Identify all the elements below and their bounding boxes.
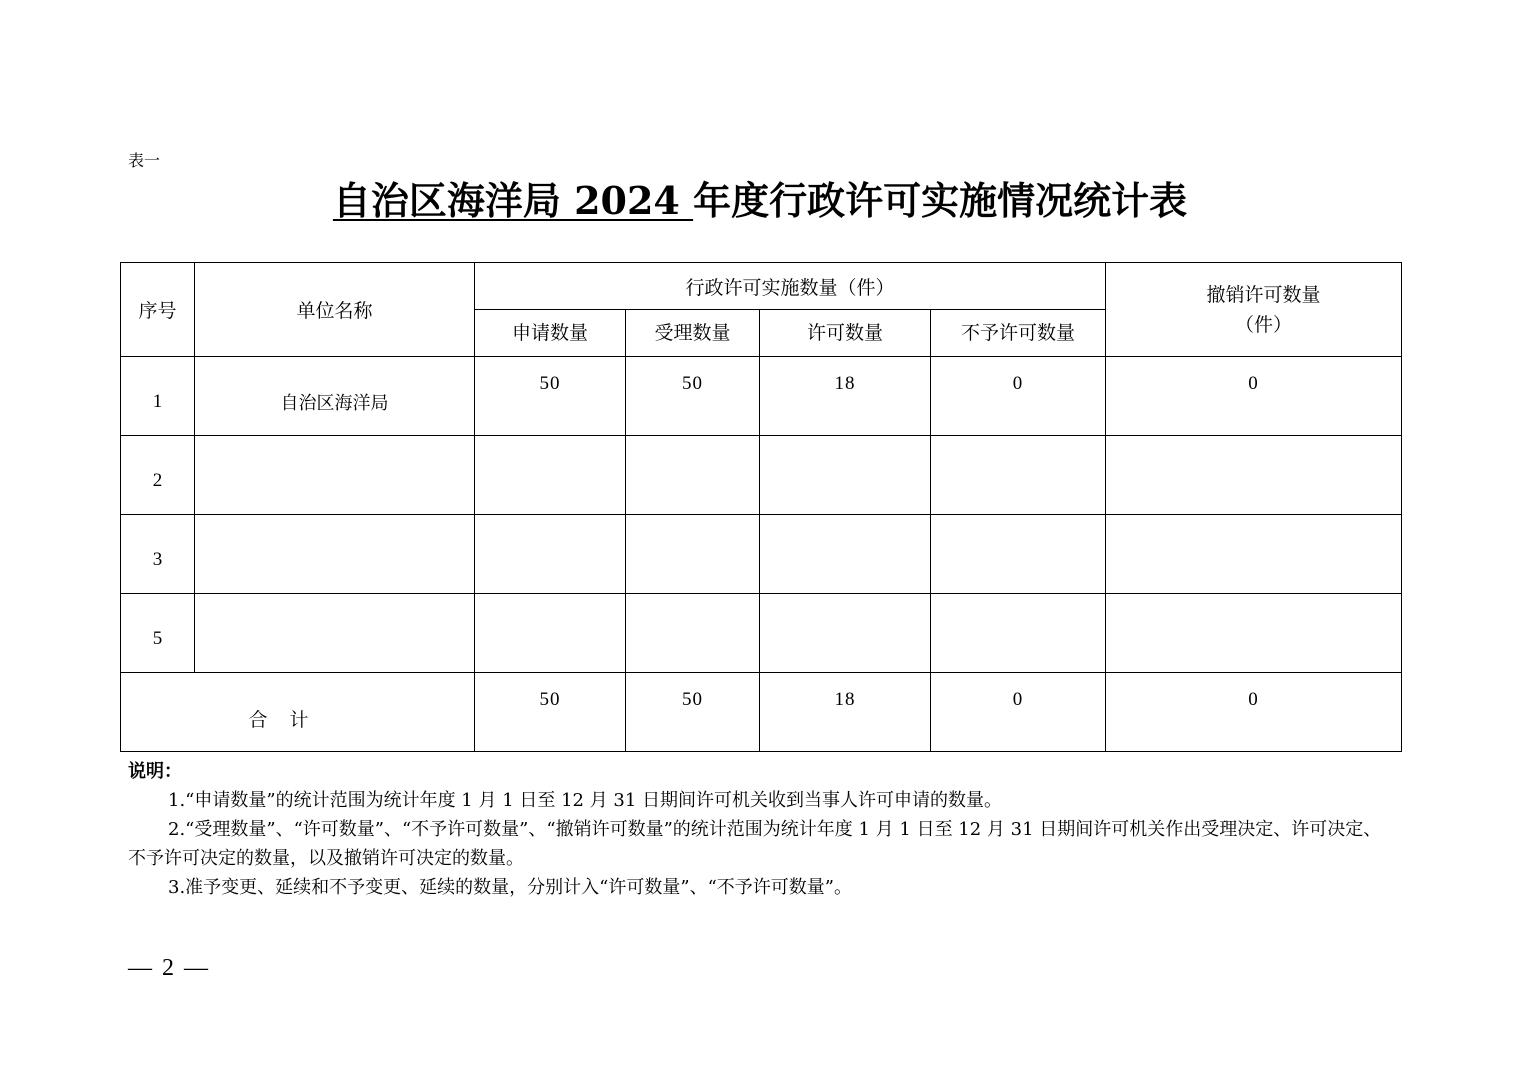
title-rest-part: 年度行政许可实施情况统计表	[693, 178, 1188, 223]
cell-apply: 50	[475, 357, 626, 436]
header-row-top	[121, 263, 1402, 310]
cell-index: 2	[121, 436, 195, 515]
cell-deny	[931, 594, 1106, 673]
cell-accept: 50	[626, 357, 760, 436]
document-title	[0, 170, 1520, 225]
total-label: 合 计	[121, 673, 475, 752]
total-row	[121, 673, 1402, 752]
statistics-table	[120, 262, 1402, 752]
header-accept: 受理数量	[626, 310, 760, 357]
header-apply: 申请数量	[475, 310, 626, 357]
table-row	[121, 357, 1402, 436]
header-revoke-line1: 撤销许可数量	[1206, 283, 1321, 306]
page-number: — 2 —	[128, 955, 210, 981]
cell-accept	[626, 515, 760, 594]
table-label: 表一	[128, 151, 161, 170]
cell-unit-name	[195, 436, 475, 515]
cell-index: 3	[121, 515, 195, 594]
total-accept: 50	[626, 673, 760, 752]
header-revoke-line2: （件）	[1235, 313, 1293, 336]
cell-accept	[626, 436, 760, 515]
cell-deny: 0	[931, 357, 1106, 436]
note-item: 2.“受理数量”、“许可数量”、“不予许可数量”、“撤销许可数量”的统计范围为统计年度 1 月 1 日至 12 月 31 日期间许可机关作出受理决定、许可决定、不予许可决定的数量，以及撤销许可决定的数量。	[128, 819, 1382, 869]
cell-revoke	[1106, 594, 1402, 673]
note-item: 3.准予变更、延续和不予变更、延续的数量，分别计入“许可数量”、“不予许可数量”。	[168, 877, 852, 898]
total-apply: 50	[475, 673, 626, 752]
table-row	[121, 515, 1402, 594]
cell-unit-name	[195, 594, 475, 673]
cell-accept	[626, 594, 760, 673]
total-deny: 0	[931, 673, 1106, 752]
header-revoke	[1106, 263, 1402, 357]
header-permit: 许可数量	[760, 310, 931, 357]
cell-index: 5	[121, 594, 195, 673]
cell-permit	[760, 436, 931, 515]
cell-permit	[760, 515, 931, 594]
cell-deny	[931, 436, 1106, 515]
cell-permit	[760, 594, 931, 673]
header-implementation-group: 行政许可实施数量（件）	[475, 263, 1106, 310]
note-item: 1.“申请数量”的统计范围为统计年度 1 月 1 日至 12 月 31 日期间许可机关收到当事人许可申请的数量。	[168, 790, 1003, 811]
notes-section	[128, 757, 1398, 902]
cell-deny	[931, 515, 1106, 594]
table-row	[121, 436, 1402, 515]
notes-title: 说明：	[128, 761, 182, 782]
cell-permit: 18	[760, 357, 931, 436]
header-unit-name: 单位名称	[195, 263, 475, 357]
cell-unit-name: 自治区海洋局	[195, 357, 475, 436]
table-row	[121, 594, 1402, 673]
cell-unit-name	[195, 515, 475, 594]
title-underlined-part: 自治区海洋局 2024	[332, 178, 694, 223]
cell-apply	[475, 515, 626, 594]
cell-apply	[475, 594, 626, 673]
cell-revoke	[1106, 436, 1402, 515]
total-revoke: 0	[1106, 673, 1402, 752]
total-permit: 18	[760, 673, 931, 752]
cell-revoke: 0	[1106, 357, 1402, 436]
header-index: 序号	[121, 263, 195, 357]
cell-index: 1	[121, 357, 195, 436]
cell-revoke	[1106, 515, 1402, 594]
cell-apply	[475, 436, 626, 515]
header-deny: 不予许可数量	[931, 310, 1106, 357]
